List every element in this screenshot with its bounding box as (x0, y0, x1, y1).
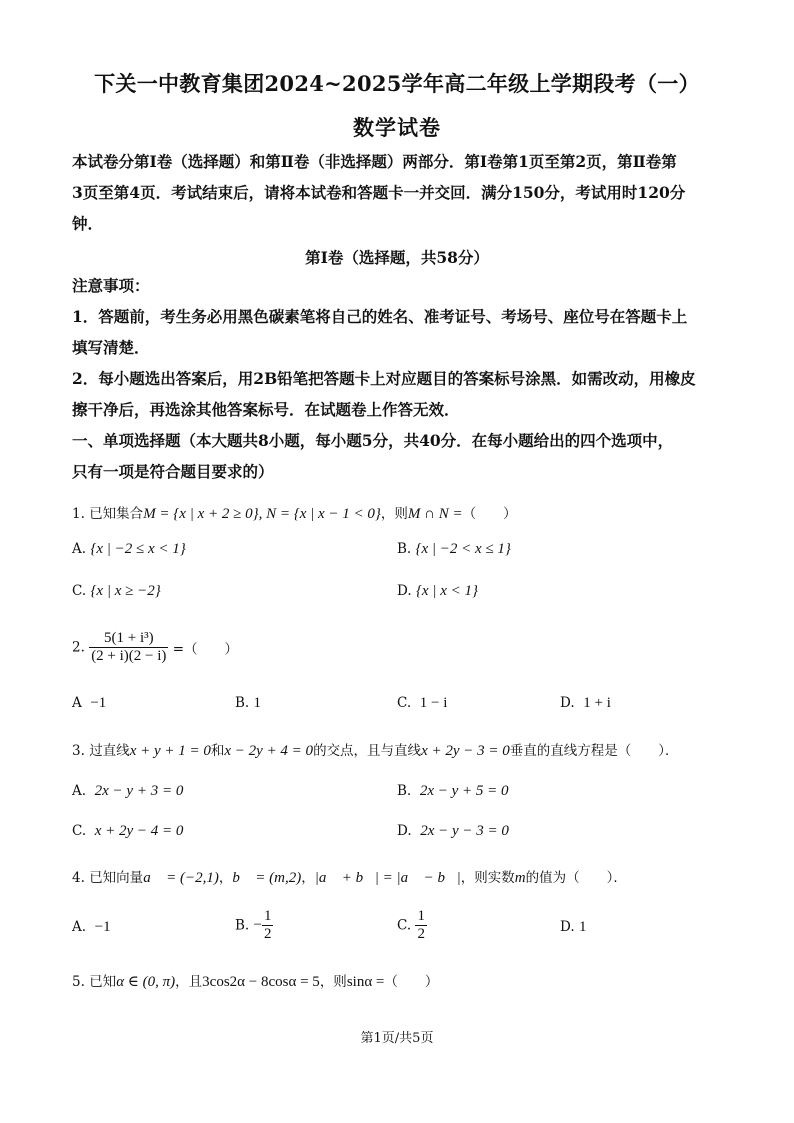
option-b: B. {x | −2 < x ≤ 1} (397, 541, 511, 557)
question-number: 2. (72, 639, 85, 656)
option-c: C. x + 2y − 4 = 0 (72, 823, 184, 839)
subject-title: 数学试卷 (353, 115, 441, 140)
option-d: D. {x | x < 1} (397, 583, 478, 599)
fraction-expression: $\frac{1}{2}$ (417, 908, 425, 942)
option-a: A −1 (72, 695, 107, 711)
intro-line-1: 本试卷分第Ⅰ卷（选择题）和第Ⅱ卷（非选择题）两部分．第Ⅰ卷第1页至第2页，第Ⅱ卷第 (72, 152, 677, 171)
option-c: C. $\frac{1}{2}$ (397, 908, 425, 942)
option-b: B. − $\frac{1}{2}$ (235, 908, 272, 942)
question-number: 1. (72, 506, 85, 522)
fraction-numerator: 5(1 + i³) (89, 630, 168, 648)
intro-line-2: 3页至第4页．考试结束后，请将本试卷和答题卡一并交回．满分150分，考试用时120分 (72, 183, 686, 202)
page-footer: 第1页/共5页 (360, 1031, 434, 1046)
option-b: B. 2x − y + 5 = 0 (397, 783, 509, 799)
question-number: 3. (72, 743, 85, 759)
math-expression: M ∩ N = (407, 506, 463, 522)
question-4: 4. 已知向量a⃗ = (−2,1)，b⃗ = (m,2)，|a⃗ + b⃗| = |a⃗ − b⃗|，则实数m的值为（ ）． (72, 870, 627, 886)
option-c: C. 1 − i (397, 695, 448, 711)
notice-item-1-line-1: 1．答题前，考生务必用黑色碳素笔将自己的姓名、准考证号、考场号、座位号在答题卡上 (72, 307, 688, 326)
option-d: D. 1 (560, 919, 587, 935)
question-5: 5. 已知α ∈ (0, π)，且3cos2α − 8cosα = 5，则sinα =（ ） (72, 974, 439, 990)
fraction-expression: $\frac{1}{2}$ (263, 908, 272, 942)
intro-paragraph (72, 146, 722, 239)
section-title: 第Ⅰ卷（选择题，共58分） (305, 248, 489, 267)
notice-item-2-line-2: 擦干净后，再选涂其他答案标号．在试题卷上作答无效． (72, 400, 460, 419)
notice-item-2-line-1: 2．每小题选出答案后，用2B铅笔把答题卡上对应题目的答案标号涂黑．如需改动，用橡皮 (72, 369, 696, 388)
option-b: B. 1 (235, 695, 262, 711)
option-d: D. 2x − y − 3 = 0 (397, 823, 509, 839)
part1-line-2: 只有一项是符合题目要求的） (72, 462, 274, 481)
question-3: 3. 过直线x + y + 1 = 0和x − 2y + 4 = 0的交点，且与直线x + 2y − 3 = 0垂直的直线方程是（ ）． (72, 743, 679, 759)
math-expression: M = {x | x + 2 ≥ 0}, N = {x | x − 1 < 0} (143, 506, 381, 522)
fraction-denominator: (2 + i)(2 − i) (91, 648, 167, 664)
question-1: 1. 已知集合M = {x | x + 2 ≥ 0}, N = {x | x − 1 < 0}，则M ∩ N =（ ） (72, 506, 517, 522)
option-a: A. 2x − y + 3 = 0 (72, 783, 184, 799)
notice-block (72, 270, 722, 487)
question-number: 4. (72, 870, 85, 886)
intro-line-3: 钟． (72, 214, 104, 233)
exam-title: 下关一中教育集团2024~2025学年高二年级上学期段考（一） (94, 71, 700, 96)
notice-item-1-line-2: 填写清楚． (72, 338, 150, 357)
question-number: 5. (72, 974, 85, 990)
fraction-expression (89, 630, 168, 665)
option-d: D. 1 + i (560, 695, 611, 711)
question-2: 2. $\frac{\text{5(1 + i³)}}{(2 + i)(2 - i)}$ =（ ） (72, 630, 239, 664)
part1-line-1: 一、单项选择题（本大题共8小题，每小题5分，共40分．在每小题给出的四个选项中， (72, 431, 674, 450)
option-a: A. {x | −2 ≤ x < 1} (72, 541, 186, 557)
option-a: A. −1 (72, 919, 111, 935)
option-c: C. {x | x ≥ −2} (72, 583, 161, 599)
notice-heading: 注意事项： (72, 276, 150, 295)
